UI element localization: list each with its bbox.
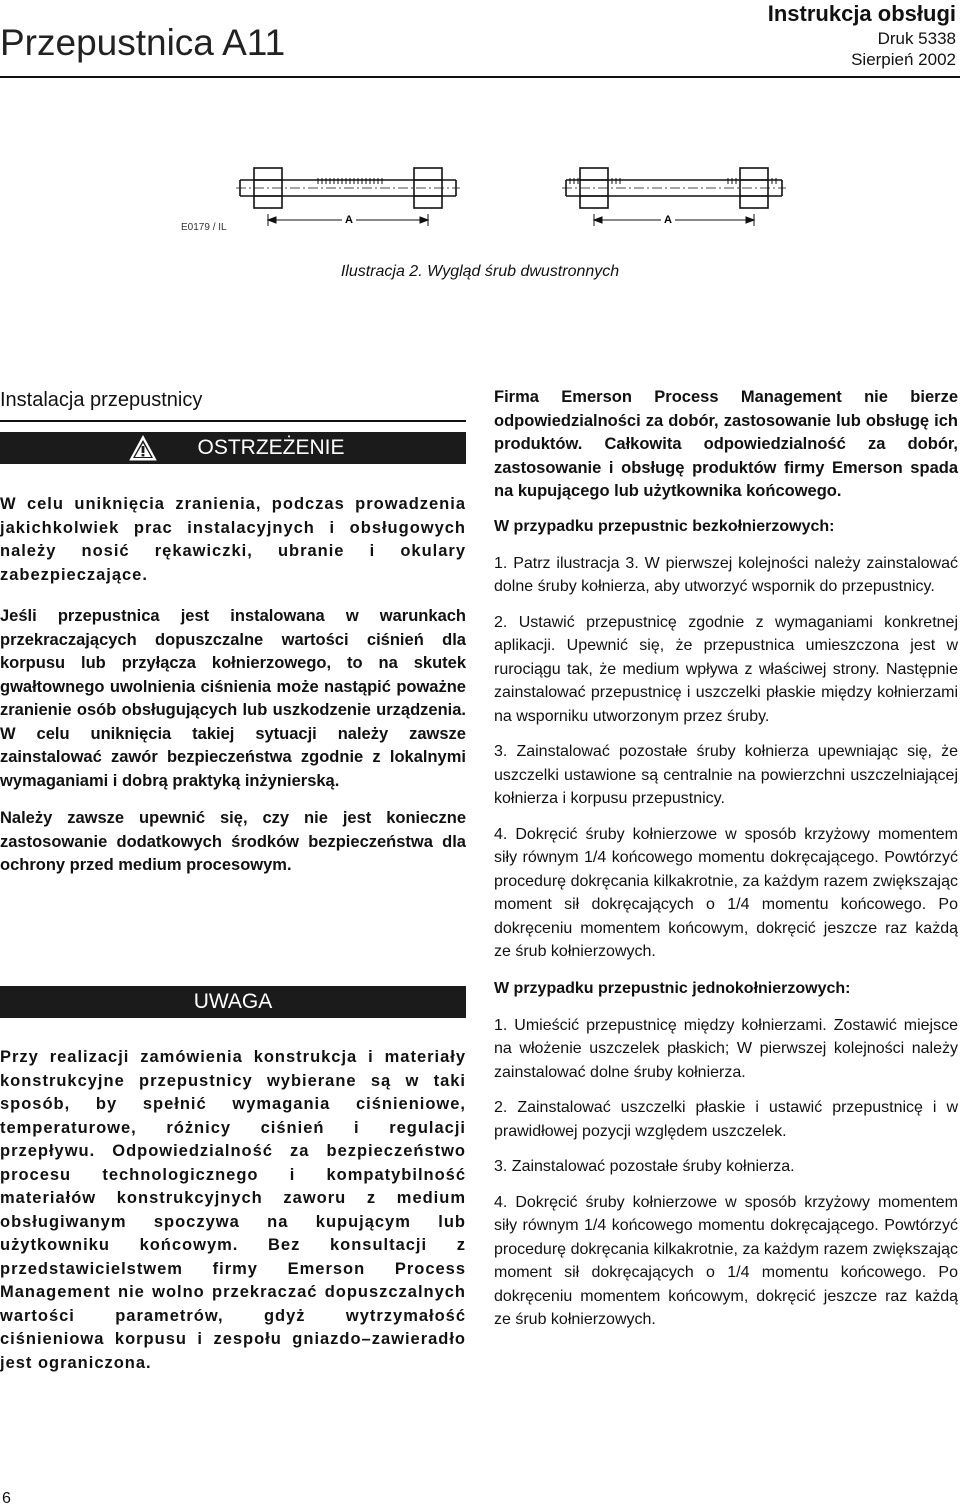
figure-code: E0179 / IL bbox=[181, 222, 227, 233]
right-column bbox=[494, 386, 958, 1332]
note-body bbox=[0, 1046, 466, 1375]
subsection-title-wafer: W przypadku przepustnic bezkołnierzowych: bbox=[494, 517, 835, 535]
document-title: Przepustnica A11 bbox=[0, 22, 286, 63]
list-item: 4. Dokręcić śruby kołnierzowe w sposób krzyżowy momentem siły równym 1/4 końcowego momentu dokręcającego. Powtórzyć procedurę dokręcania kilkakrotnie, za każdym razem zwiększając moment sił dokręcających o 1/4 momentu końcowego. Po dokręceniu momentem końcowym, dokręcić jeszcze raz każdą ze śrub kołnierzowych. bbox=[494, 825, 958, 960]
warning-label: OSTRZEŻENIE bbox=[197, 436, 345, 459]
warning-paragraph: W celu uniknięcia zranienia, podczas prowadzenia jakichkolwiek prac instalacyjnych i obsługowych należy nosić rękawiczki, ubranie i okulary zabezpieczające. bbox=[0, 495, 466, 584]
note-paragraph: Przy realizacji zamówienia konstrukcja i materiały konstrukcyjne przepustnicy wybierane są w taki sposób, by spełnić wymagania ciśnieniowe, temperaturowe, różnicy ciśnień i regulacji przepływu. Odpowiedzialność za bezpieczeństwo procesu technologicznego i kompatybilność materiałów konstrukcyjnych zaworu z medium obsługiwanym spoczywa na kupującym lub użytkowniku końcowym. Bez konsultacji z przedstawicielstwem firmy Emerson Process Management nie wolno przekraczać dopuszczalnych wartości parametrów, gdyż wytrzymałość ciśnieniowa korpusu i zespołu gniazdo–zawieradło jest ograniczona. bbox=[0, 1048, 466, 1372]
dimension-label-a: A bbox=[345, 214, 353, 226]
stud-bolt-drawing-right bbox=[560, 150, 790, 230]
warning-body bbox=[0, 493, 466, 878]
list-item: 1. Patrz ilustracja 3. W pierwszej kolejności należy zainstalować dolne śruby kołnierza, aby utworzyć wspornik do przepustnicy. bbox=[494, 554, 958, 595]
list-item: 2. Ustawić przepustnicę zgodnie z wymaganiami konkretnej aplikacji. Upewnić się, że przepustnica umieszczona jest w rurociągu tak, że medium wpływa z właściwej strony. Następnie zainstalować przepustnicę i uszczelki płaskie między kołnierzami na wsporniku utworzonym przez śruby. bbox=[494, 613, 958, 725]
list-item: 2. Zainstalować uszczelki płaskie i ustawić przepustnicę i w prawidłowej pozycji względem uszczelek. bbox=[494, 1099, 958, 1140]
section-rule bbox=[0, 420, 466, 422]
header-meta bbox=[768, 0, 956, 70]
warning-triangle-icon bbox=[128, 434, 158, 462]
warning-paragraph: Należy zawsze upewnić się, czy nie jest konieczne zastosowanie dodatkowych środków bezpieczeństwa dla ochrony przed medium procesowym. bbox=[0, 809, 466, 874]
stud-bolt-drawing-left bbox=[234, 150, 464, 230]
issue-date: Sierpień 2002 bbox=[851, 50, 956, 69]
warning-banner bbox=[0, 432, 466, 464]
page-number: 6 bbox=[2, 1490, 11, 1507]
list-item: 3. Zainstalować pozostałe śruby kołnierza. bbox=[494, 1158, 795, 1175]
subsection-title-single-flange: W przypadku przepustnic jednokołnierzowych: bbox=[494, 979, 851, 997]
note-continuation: Firma Emerson Process Management nie bierze odpowiedzialności za dobór, zastosowanie lub obsługę ich produktów. Całkowita odpowiedzialność za dobór, zastosowanie i obsługę produktów firmy Emerson spada na kupującego lub użytkownika końcowego. bbox=[494, 388, 958, 500]
note-banner bbox=[0, 986, 466, 1018]
header-rule bbox=[0, 76, 960, 78]
list-item: 4. Dokręcić śruby kołnierzowe w sposób krzyżowy momentem siły równym 1/4 końcowego momentu dokręcającego. Powtórzyć procedurę dokręcania kilkakrotnie, za każdym razem zwiększając moment sił dokręcających o 1/4 momentu końcowego. Po dokręceniu momentem końcowym, dokręcić jeszcze raz każdą ze śrub kołnierzowych. bbox=[494, 1193, 958, 1328]
warning-paragraph: Jeśli przepustnica jest instalowana w warunkach przekraczających dopuszczalne wartości ciśnień dla korpusu lub przyłącza kołnierzowego, to na skutek gwałtownego uwolnienia ciśnienia może nastąpić poważne zranienie osób obsługujących lub uszkodzenie urządzenia. W celu uniknięcia takiej sytuacji należy zawsze zainstalować zawór bezpieczeństwa zgodnie z lokalnymi wymaganiami i dobrą praktyką inżynierską. bbox=[0, 607, 466, 790]
list-item: 3. Zainstalować pozostałe śruby kołnierza upewniając się, że uszczelki ustawione są centralnie na powierzchni uszczelniającej kołnierza i korpusu przepustnicy. bbox=[494, 743, 958, 807]
print-number: Druk 5338 bbox=[877, 29, 956, 48]
document-type: Instrukcja obsługi bbox=[767, 1, 956, 26]
section-title: Instalacja przepustnicy bbox=[0, 389, 203, 411]
note-label: UWAGA bbox=[193, 990, 273, 1013]
dimension-label-a: A bbox=[664, 214, 672, 226]
list-item: 1. Umieścić przepustnicę między kołnierzami. Zostawić miejsce na włożenie uszczelek płaskich; W pierwszej kolejności należy zainstalować dolne śruby kołnierza. bbox=[494, 1016, 958, 1081]
figure-caption: Ilustracja 2. Wygląd śrub dwustronnych bbox=[340, 263, 620, 280]
